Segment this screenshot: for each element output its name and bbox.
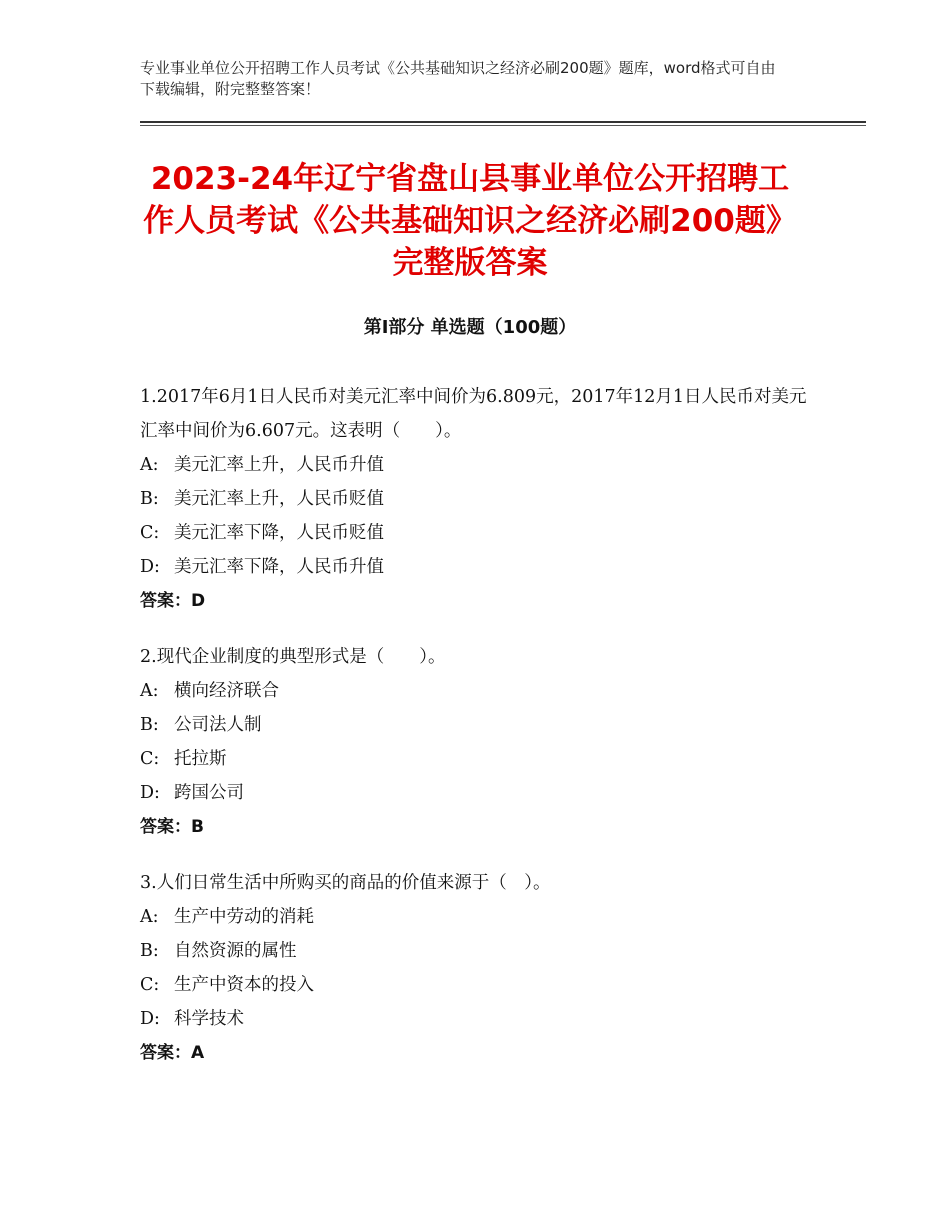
question-1 — [140, 380, 808, 618]
option-letter: A: — [140, 681, 159, 701]
option-a — [140, 900, 808, 934]
option-d — [140, 776, 808, 810]
option-c — [140, 968, 808, 1002]
option-d — [140, 1002, 808, 1036]
question-stem: 2.现代企业制度的典型形式是（ ）。 — [140, 647, 446, 667]
option-text: 跨国公司 — [174, 783, 244, 803]
question-2 — [140, 640, 808, 844]
question-3 — [140, 866, 808, 1070]
option-b — [140, 934, 808, 968]
option-letter: C: — [140, 975, 160, 995]
option-d — [140, 550, 808, 584]
option-letter: B: — [140, 941, 159, 961]
option-text: 生产中资本的投入 — [174, 975, 314, 995]
option-text: 托拉斯 — [174, 749, 227, 769]
section-heading: 第Ⅰ部分 单选题（100题） — [363, 317, 577, 338]
option-b — [140, 482, 808, 516]
option-text: 美元汇率上升，人民币升值 — [174, 455, 384, 475]
option-c — [140, 742, 808, 776]
option-text: 美元汇率上升，人民币贬值 — [174, 489, 384, 509]
option-letter: D: — [140, 783, 160, 803]
answer: 答案：B — [140, 817, 204, 837]
option-text: 公司法人制 — [174, 715, 262, 735]
option-letter: C: — [140, 749, 160, 769]
question-stem: 3.人们日常生活中所购买的商品的价值来源于（ ）。 — [140, 873, 551, 893]
option-text: 生产中劳动的消耗 — [174, 907, 314, 927]
answer: 答案：D — [140, 591, 206, 611]
option-a — [140, 674, 808, 708]
option-letter: D: — [140, 557, 160, 577]
answer: 答案：A — [140, 1043, 205, 1063]
option-a — [140, 448, 808, 482]
option-letter: C: — [140, 523, 160, 543]
header-divider-thin — [140, 125, 866, 126]
document-title: 2023-24年辽宁省盘山县事业单位公开招聘工作人员考试《公共基础知识之经济必刷200题》完整版答案 — [143, 161, 797, 281]
option-text: 横向经济联合 — [174, 681, 279, 701]
option-text: 科学技术 — [174, 1009, 244, 1029]
option-letter: A: — [140, 907, 159, 927]
option-letter: B: — [140, 489, 159, 509]
option-letter: A: — [140, 455, 159, 475]
header-divider — [140, 121, 866, 123]
header-note: 专业事业单位公开招聘工作人员考试《公共基础知识之经济必刷200题》题库，word格式可自由下载编辑，附完整整答案！ — [140, 59, 776, 98]
option-text: 美元汇率下降，人民币贬值 — [174, 523, 384, 543]
option-c — [140, 516, 808, 550]
option-text: 自然资源的属性 — [174, 941, 297, 961]
option-letter: B: — [140, 715, 159, 735]
option-b — [140, 708, 808, 742]
question-stem: 1.2017年6月1日人民币对美元汇率中间价为6.809元，2017年12月1日人民币对美元汇率中间价为6.607元。这表明（ ）。 — [140, 387, 807, 441]
question-list — [140, 380, 808, 1092]
option-text: 美元汇率下降，人民币升值 — [174, 557, 384, 577]
option-letter: D: — [140, 1009, 160, 1029]
